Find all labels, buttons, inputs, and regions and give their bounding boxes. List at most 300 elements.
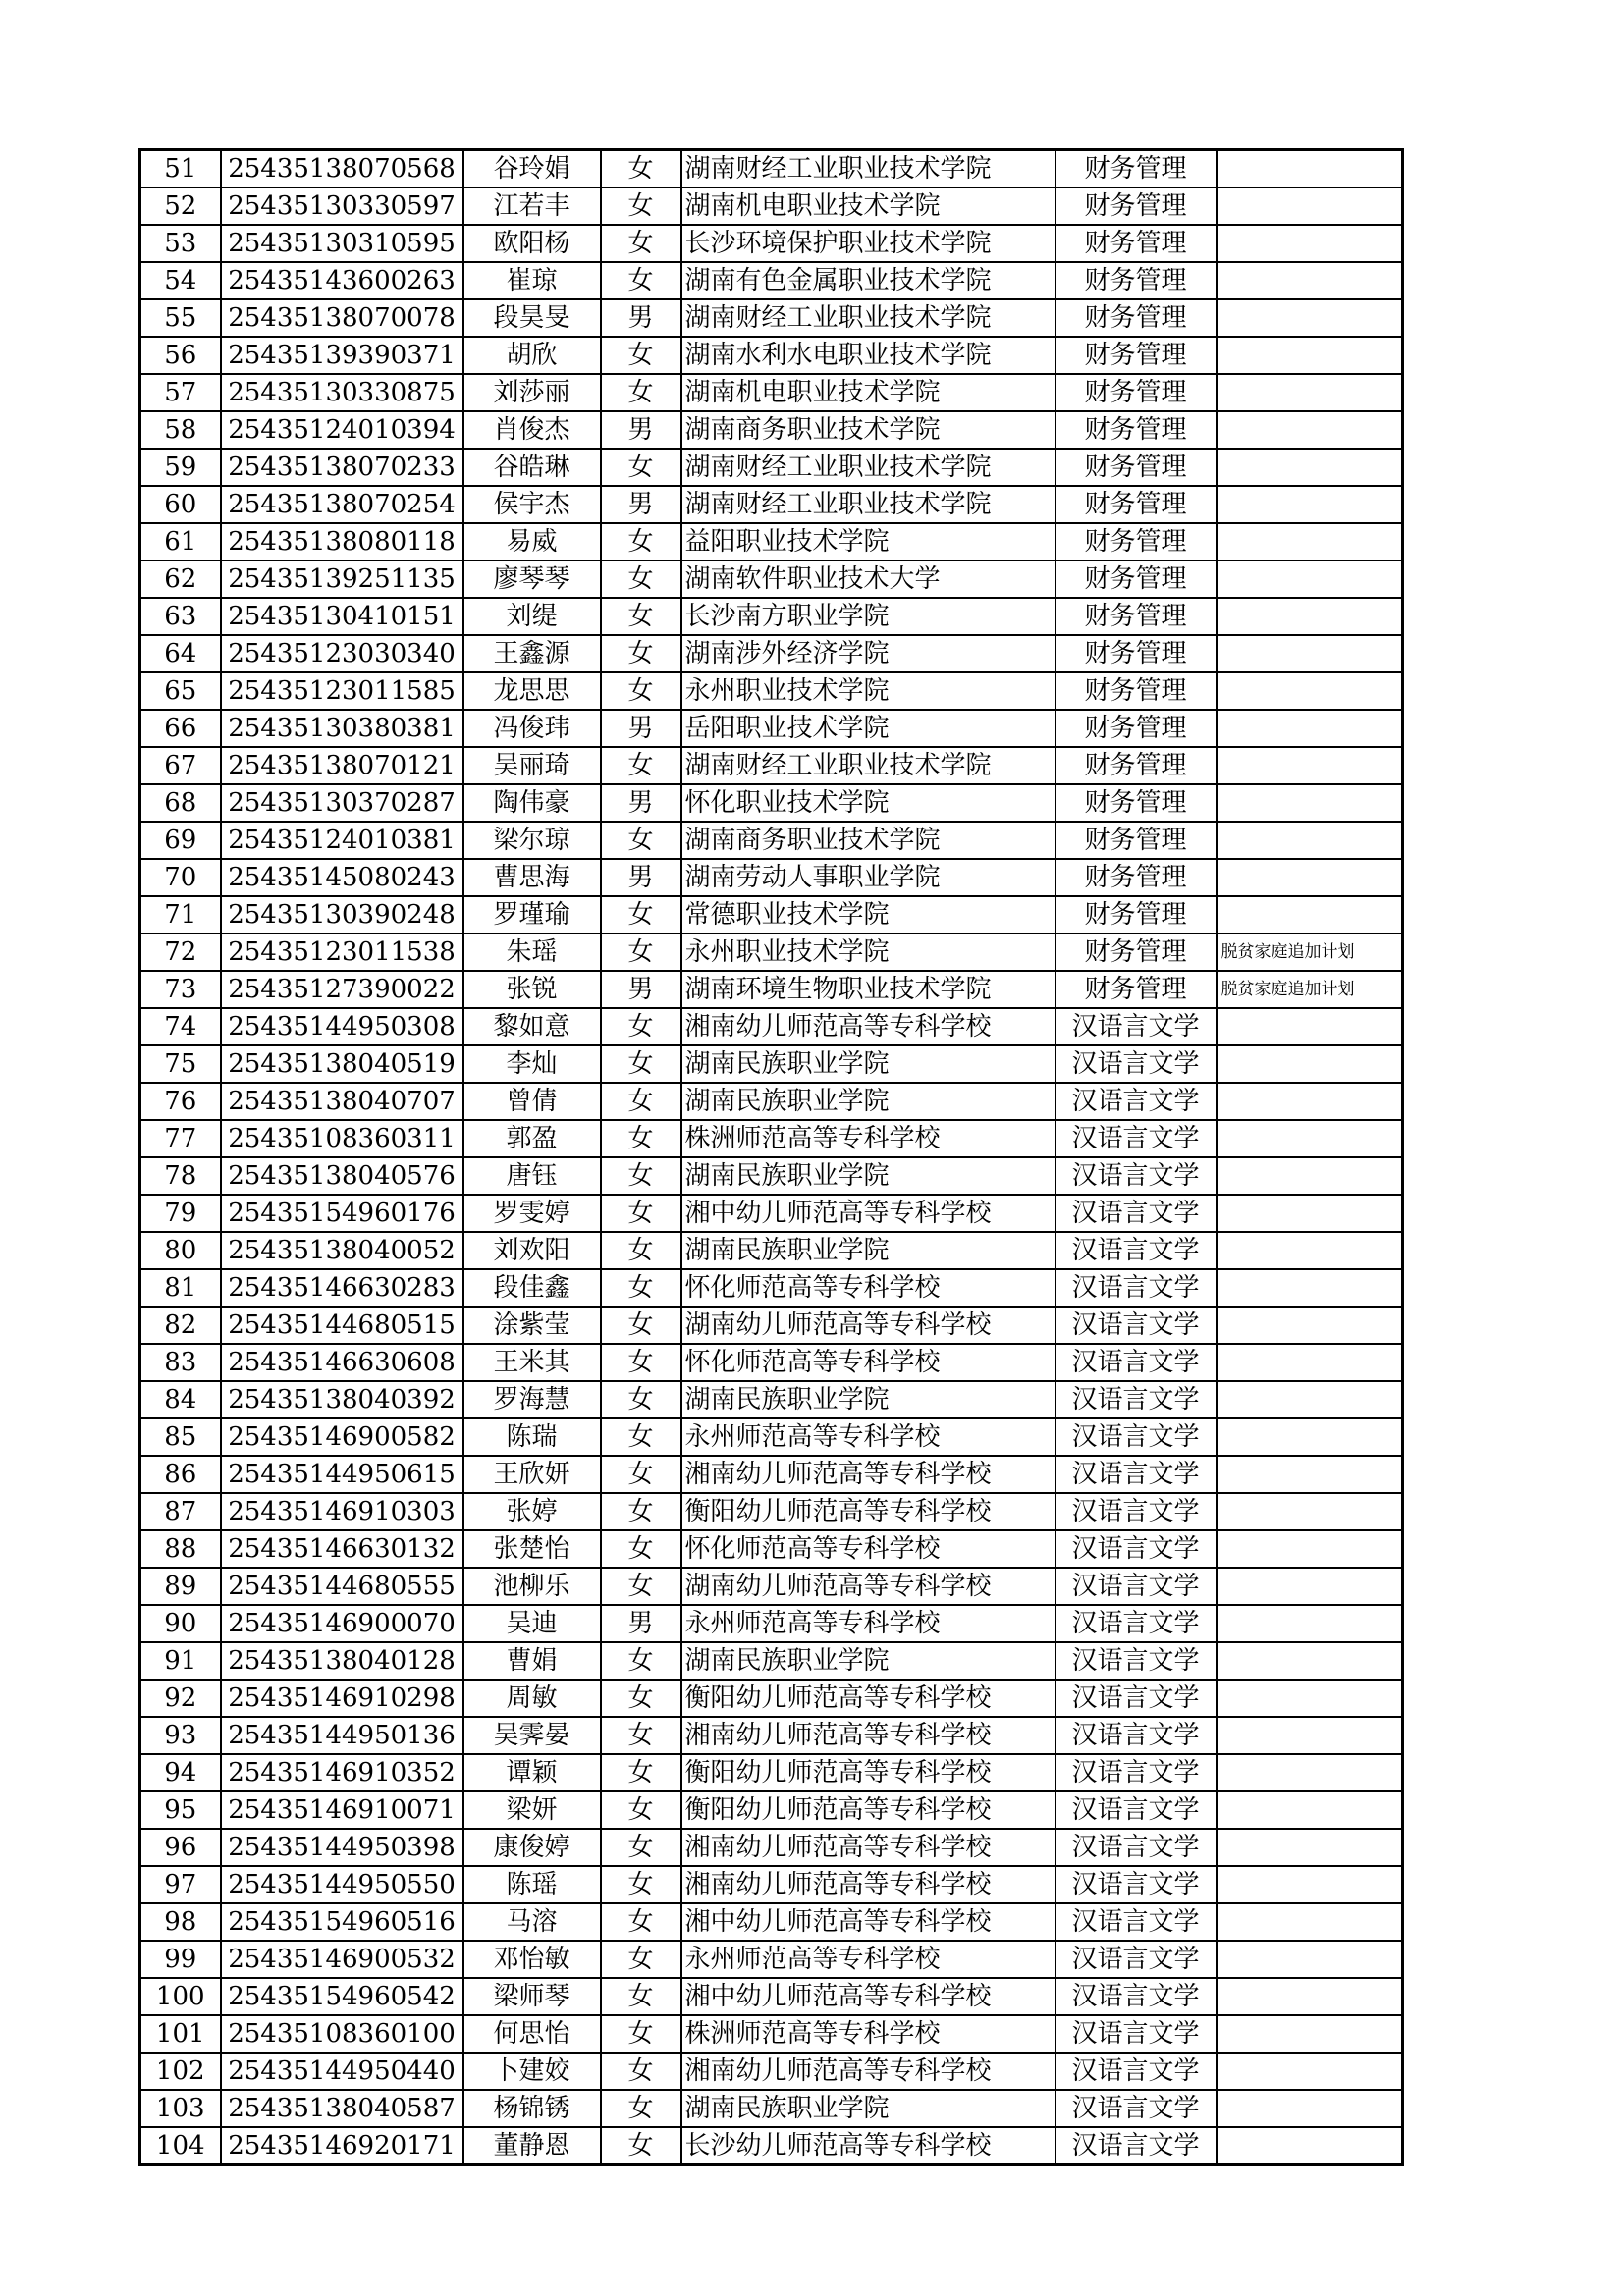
school-name-cell: 湖南有色金属职业技术学院 xyxy=(681,262,1056,299)
row-number-cell: 99 xyxy=(140,1941,221,1978)
school-name-cell: 常德职业技术学院 xyxy=(681,896,1056,934)
row-number-cell: 81 xyxy=(140,1269,221,1307)
remark-cell xyxy=(1217,710,1403,747)
remark-cell xyxy=(1217,523,1403,561)
row-number-cell: 87 xyxy=(140,1493,221,1530)
major-cell: 财务管理 xyxy=(1056,561,1217,598)
table-row xyxy=(140,971,1403,1008)
major-cell: 汉语言文学 xyxy=(1056,1418,1217,1456)
major-cell: 财务管理 xyxy=(1056,411,1217,449)
candidate-id-cell: 25435138040052 xyxy=(221,1232,463,1269)
school-name-cell: 湖南劳动人事职业学院 xyxy=(681,859,1056,896)
row-number-cell: 95 xyxy=(140,1791,221,1829)
major-cell: 财务管理 xyxy=(1056,635,1217,672)
remark-cell xyxy=(1217,1381,1403,1418)
school-name-cell: 怀化师范高等专科学校 xyxy=(681,1269,1056,1307)
row-number-cell: 85 xyxy=(140,1418,221,1456)
school-name-cell: 永州师范高等专科学校 xyxy=(681,1941,1056,1978)
student-name-cell: 涂紫莹 xyxy=(463,1307,601,1344)
student-name-cell: 陶伟豪 xyxy=(463,784,601,822)
remark-cell xyxy=(1217,1008,1403,1045)
school-name-cell: 湖南财经工业职业技术学院 xyxy=(681,747,1056,784)
table-row xyxy=(140,299,1403,337)
gender-cell: 女 xyxy=(601,1269,681,1307)
student-name-cell: 梁妍 xyxy=(463,1791,601,1829)
gender-cell: 女 xyxy=(601,1195,681,1232)
student-name-cell: 廖琴琴 xyxy=(463,561,601,598)
candidate-id-cell: 25435138070121 xyxy=(221,747,463,784)
table-row xyxy=(140,150,1403,188)
major-cell: 财务管理 xyxy=(1056,672,1217,710)
remark-cell xyxy=(1217,822,1403,859)
row-number-cell: 57 xyxy=(140,374,221,411)
school-name-cell: 岳阳职业技术学院 xyxy=(681,710,1056,747)
table-row xyxy=(140,672,1403,710)
major-cell: 财务管理 xyxy=(1056,971,1217,1008)
table-row xyxy=(140,187,1403,225)
major-cell: 汉语言文学 xyxy=(1056,1941,1217,1978)
student-name-cell: 罗瑾瑜 xyxy=(463,896,601,934)
row-number-cell: 91 xyxy=(140,1642,221,1680)
school-name-cell: 湘中幼儿师范高等专科学校 xyxy=(681,1903,1056,1941)
student-name-cell: 张楚怡 xyxy=(463,1530,601,1568)
gender-cell: 女 xyxy=(601,1232,681,1269)
table-row xyxy=(140,1120,1403,1157)
candidate-id-cell: 25435154960542 xyxy=(221,1978,463,2015)
student-name-cell: 刘欢阳 xyxy=(463,1232,601,1269)
major-cell: 财务管理 xyxy=(1056,784,1217,822)
school-name-cell: 株洲师范高等专科学校 xyxy=(681,1120,1056,1157)
row-number-cell: 103 xyxy=(140,2090,221,2127)
gender-cell: 女 xyxy=(601,1903,681,1941)
candidate-id-cell: 25435138070078 xyxy=(221,299,463,337)
remark-cell: 脱贫家庭追加计划 xyxy=(1217,934,1403,971)
remark-cell xyxy=(1217,1978,1403,2015)
major-cell: 汉语言文学 xyxy=(1056,1829,1217,1866)
student-name-cell: 梁尔琼 xyxy=(463,822,601,859)
student-name-cell: 郭盈 xyxy=(463,1120,601,1157)
remark-cell xyxy=(1217,1754,1403,1791)
row-number-cell: 80 xyxy=(140,1232,221,1269)
candidate-id-cell: 25435146630283 xyxy=(221,1269,463,1307)
row-number-cell: 69 xyxy=(140,822,221,859)
gender-cell: 女 xyxy=(601,1791,681,1829)
gender-cell: 男 xyxy=(601,784,681,822)
student-name-cell: 池柳乐 xyxy=(463,1568,601,1605)
table-row xyxy=(140,1269,1403,1307)
remark-cell xyxy=(1217,1045,1403,1083)
student-name-cell: 肖俊杰 xyxy=(463,411,601,449)
remark-cell: 脱贫家庭追加计划 xyxy=(1217,971,1403,1008)
row-number-cell: 101 xyxy=(140,2015,221,2053)
gender-cell: 男 xyxy=(601,971,681,1008)
candidate-id-cell: 25435144950308 xyxy=(221,1008,463,1045)
gender-cell: 女 xyxy=(601,225,681,262)
major-cell: 汉语言文学 xyxy=(1056,1903,1217,1941)
student-name-cell: 张婷 xyxy=(463,1493,601,1530)
candidate-id-cell: 25435130310595 xyxy=(221,225,463,262)
gender-cell: 男 xyxy=(601,859,681,896)
table-row xyxy=(140,1978,1403,2015)
table-row xyxy=(140,1157,1403,1195)
student-name-cell: 唐钰 xyxy=(463,1157,601,1195)
row-number-cell: 76 xyxy=(140,1083,221,1120)
table-row xyxy=(140,374,1403,411)
gender-cell: 女 xyxy=(601,1530,681,1568)
table-row xyxy=(140,1680,1403,1717)
gender-cell: 女 xyxy=(601,1008,681,1045)
student-name-cell: 周敏 xyxy=(463,1680,601,1717)
major-cell: 汉语言文学 xyxy=(1056,1456,1217,1493)
gender-cell: 女 xyxy=(601,1418,681,1456)
gender-cell: 女 xyxy=(601,896,681,934)
student-name-cell: 欧阳杨 xyxy=(463,225,601,262)
remark-cell xyxy=(1217,1568,1403,1605)
gender-cell: 女 xyxy=(601,1978,681,2015)
school-name-cell: 湖南水利水电职业技术学院 xyxy=(681,337,1056,374)
table-row xyxy=(140,934,1403,971)
gender-cell: 女 xyxy=(601,187,681,225)
row-number-cell: 56 xyxy=(140,337,221,374)
major-cell: 汉语言文学 xyxy=(1056,1344,1217,1381)
student-name-cell: 王欣妍 xyxy=(463,1456,601,1493)
student-name-cell: 罗海慧 xyxy=(463,1381,601,1418)
gender-cell: 女 xyxy=(601,747,681,784)
school-name-cell: 湘南幼儿师范高等专科学校 xyxy=(681,1829,1056,1866)
school-name-cell: 湖南财经工业职业技术学院 xyxy=(681,299,1056,337)
row-number-cell: 71 xyxy=(140,896,221,934)
major-cell: 财务管理 xyxy=(1056,747,1217,784)
table-row xyxy=(140,747,1403,784)
school-name-cell: 湖南民族职业学院 xyxy=(681,1045,1056,1083)
remark-cell xyxy=(1217,187,1403,225)
candidate-id-cell: 25435146630132 xyxy=(221,1530,463,1568)
table-row xyxy=(140,822,1403,859)
row-number-cell: 66 xyxy=(140,710,221,747)
row-number-cell: 60 xyxy=(140,486,221,523)
table-row xyxy=(140,635,1403,672)
student-name-cell: 陈瑞 xyxy=(463,1418,601,1456)
student-name-cell: 段昊旻 xyxy=(463,299,601,337)
row-number-cell: 79 xyxy=(140,1195,221,1232)
remark-cell xyxy=(1217,672,1403,710)
student-name-cell: 李灿 xyxy=(463,1045,601,1083)
table-row xyxy=(140,225,1403,262)
candidate-id-cell: 25435144950615 xyxy=(221,1456,463,1493)
school-name-cell: 永州职业技术学院 xyxy=(681,934,1056,971)
table-row xyxy=(140,337,1403,374)
remark-cell xyxy=(1217,337,1403,374)
row-number-cell: 98 xyxy=(140,1903,221,1941)
student-name-cell: 刘缇 xyxy=(463,598,601,635)
school-name-cell: 湖南民族职业学院 xyxy=(681,1642,1056,1680)
candidate-id-cell: 25435144950440 xyxy=(221,2053,463,2090)
row-number-cell: 102 xyxy=(140,2053,221,2090)
major-cell: 财务管理 xyxy=(1056,262,1217,299)
gender-cell: 女 xyxy=(601,2053,681,2090)
remark-cell xyxy=(1217,1680,1403,1717)
school-name-cell: 湖南涉外经济学院 xyxy=(681,635,1056,672)
remark-cell xyxy=(1217,1418,1403,1456)
candidate-id-cell: 25435145080243 xyxy=(221,859,463,896)
table-row xyxy=(140,1717,1403,1754)
gender-cell: 女 xyxy=(601,598,681,635)
gender-cell: 女 xyxy=(601,1120,681,1157)
remark-cell xyxy=(1217,1941,1403,1978)
candidate-id-cell: 25435138080118 xyxy=(221,523,463,561)
gender-cell: 女 xyxy=(601,1344,681,1381)
major-cell: 汉语言文学 xyxy=(1056,1530,1217,1568)
remark-cell xyxy=(1217,411,1403,449)
row-number-cell: 97 xyxy=(140,1866,221,1903)
gender-cell: 女 xyxy=(601,2127,681,2165)
candidate-id-cell: 25435138040707 xyxy=(221,1083,463,1120)
remark-cell xyxy=(1217,1195,1403,1232)
major-cell: 财务管理 xyxy=(1056,187,1217,225)
major-cell: 财务管理 xyxy=(1056,934,1217,971)
remark-cell xyxy=(1217,449,1403,486)
table-row xyxy=(140,1754,1403,1791)
remark-cell xyxy=(1217,1829,1403,1866)
gender-cell: 女 xyxy=(601,1642,681,1680)
candidate-id-cell: 25435139390371 xyxy=(221,337,463,374)
candidate-id-cell: 25435138040587 xyxy=(221,2090,463,2127)
major-cell: 汉语言文学 xyxy=(1056,1717,1217,1754)
major-cell: 汉语言文学 xyxy=(1056,2015,1217,2053)
student-name-cell: 曾倩 xyxy=(463,1083,601,1120)
gender-cell: 女 xyxy=(601,1866,681,1903)
table-row xyxy=(140,486,1403,523)
school-name-cell: 湖南环境生物职业技术学院 xyxy=(681,971,1056,1008)
remark-cell xyxy=(1217,1456,1403,1493)
remark-cell xyxy=(1217,1232,1403,1269)
student-name-cell: 吴霁晏 xyxy=(463,1717,601,1754)
student-name-cell: 刘莎丽 xyxy=(463,374,601,411)
school-name-cell: 长沙环境保护职业技术学院 xyxy=(681,225,1056,262)
remark-cell xyxy=(1217,561,1403,598)
gender-cell: 女 xyxy=(601,1829,681,1866)
table-row xyxy=(140,1791,1403,1829)
student-name-cell: 王鑫源 xyxy=(463,635,601,672)
student-name-cell: 冯俊玮 xyxy=(463,710,601,747)
candidate-id-cell: 25435146900532 xyxy=(221,1941,463,1978)
remark-cell xyxy=(1217,262,1403,299)
gender-cell: 女 xyxy=(601,934,681,971)
school-name-cell: 湖南民族职业学院 xyxy=(681,1232,1056,1269)
remark-cell xyxy=(1217,598,1403,635)
remark-cell xyxy=(1217,896,1403,934)
gender-cell: 女 xyxy=(601,561,681,598)
candidate-id-cell: 25435108360311 xyxy=(221,1120,463,1157)
candidate-id-cell: 25435130390248 xyxy=(221,896,463,934)
school-name-cell: 湖南商务职业技术学院 xyxy=(681,822,1056,859)
remark-cell xyxy=(1217,150,1403,188)
candidate-id-cell: 25435124010394 xyxy=(221,411,463,449)
table-row xyxy=(140,896,1403,934)
student-name-cell: 吴丽琦 xyxy=(463,747,601,784)
candidate-id-cell: 25435138070254 xyxy=(221,486,463,523)
major-cell: 汉语言文学 xyxy=(1056,1568,1217,1605)
table-row xyxy=(140,449,1403,486)
table-row xyxy=(140,1307,1403,1344)
candidate-id-cell: 25435146910298 xyxy=(221,1680,463,1717)
candidate-id-cell: 25435127390022 xyxy=(221,971,463,1008)
school-name-cell: 衡阳幼儿师范高等专科学校 xyxy=(681,1493,1056,1530)
remark-cell xyxy=(1217,747,1403,784)
student-name-cell: 段佳鑫 xyxy=(463,1269,601,1307)
student-name-cell: 何思怡 xyxy=(463,2015,601,2053)
school-name-cell: 湖南软件职业技术大学 xyxy=(681,561,1056,598)
major-cell: 汉语言文学 xyxy=(1056,1866,1217,1903)
gender-cell: 女 xyxy=(601,150,681,188)
gender-cell: 女 xyxy=(601,822,681,859)
remark-cell xyxy=(1217,1717,1403,1754)
student-name-cell: 邓怡敏 xyxy=(463,1941,601,1978)
table-row xyxy=(140,561,1403,598)
row-number-cell: 74 xyxy=(140,1008,221,1045)
table-row xyxy=(140,1381,1403,1418)
school-name-cell: 湖南机电职业技术学院 xyxy=(681,187,1056,225)
school-name-cell: 湖南财经工业职业技术学院 xyxy=(681,150,1056,188)
school-name-cell: 长沙幼儿师范高等专科学校 xyxy=(681,2127,1056,2165)
table-row xyxy=(140,1344,1403,1381)
table-row xyxy=(140,2127,1403,2165)
major-cell: 汉语言文学 xyxy=(1056,1083,1217,1120)
remark-cell xyxy=(1217,374,1403,411)
student-name-cell: 马溶 xyxy=(463,1903,601,1941)
remark-cell xyxy=(1217,635,1403,672)
school-name-cell: 衡阳幼儿师范高等专科学校 xyxy=(681,1680,1056,1717)
student-name-cell: 龙思思 xyxy=(463,672,601,710)
table-row xyxy=(140,1903,1403,1941)
candidate-id-cell: 25435146910303 xyxy=(221,1493,463,1530)
table-row xyxy=(140,598,1403,635)
major-cell: 汉语言文学 xyxy=(1056,1642,1217,1680)
candidate-id-cell: 25435144680515 xyxy=(221,1307,463,1344)
table-row xyxy=(140,1605,1403,1642)
gender-cell: 女 xyxy=(601,262,681,299)
student-name-cell: 梁师琴 xyxy=(463,1978,601,2015)
candidate-id-cell: 25435138040392 xyxy=(221,1381,463,1418)
remark-cell xyxy=(1217,859,1403,896)
remark-cell xyxy=(1217,1344,1403,1381)
major-cell: 财务管理 xyxy=(1056,523,1217,561)
major-cell: 财务管理 xyxy=(1056,896,1217,934)
gender-cell: 女 xyxy=(601,1754,681,1791)
row-number-cell: 72 xyxy=(140,934,221,971)
student-name-cell: 张锐 xyxy=(463,971,601,1008)
table-row xyxy=(140,1418,1403,1456)
remark-cell xyxy=(1217,1903,1403,1941)
table-row xyxy=(140,1195,1403,1232)
gender-cell: 男 xyxy=(601,1605,681,1642)
candidate-id-cell: 25435130330875 xyxy=(221,374,463,411)
row-number-cell: 54 xyxy=(140,262,221,299)
major-cell: 财务管理 xyxy=(1056,598,1217,635)
candidate-id-cell: 25435138040576 xyxy=(221,1157,463,1195)
school-name-cell: 湖南机电职业技术学院 xyxy=(681,374,1056,411)
school-name-cell: 湖南民族职业学院 xyxy=(681,1083,1056,1120)
row-number-cell: 64 xyxy=(140,635,221,672)
student-name-cell: 胡欣 xyxy=(463,337,601,374)
school-name-cell: 湖南财经工业职业技术学院 xyxy=(681,449,1056,486)
table-row xyxy=(140,2015,1403,2053)
school-name-cell: 湘南幼儿师范高等专科学校 xyxy=(681,1717,1056,1754)
remark-cell xyxy=(1217,2127,1403,2165)
remark-cell xyxy=(1217,1791,1403,1829)
student-name-cell: 崔琼 xyxy=(463,262,601,299)
remark-cell xyxy=(1217,1083,1403,1120)
row-number-cell: 65 xyxy=(140,672,221,710)
remark-cell xyxy=(1217,1642,1403,1680)
school-name-cell: 永州师范高等专科学校 xyxy=(681,1605,1056,1642)
candidate-id-cell: 25435108360100 xyxy=(221,2015,463,2053)
remark-cell xyxy=(1217,2015,1403,2053)
student-name-cell: 曹思海 xyxy=(463,859,601,896)
school-name-cell: 湘南幼儿师范高等专科学校 xyxy=(681,1008,1056,1045)
candidate-id-cell: 25435144680555 xyxy=(221,1568,463,1605)
student-name-cell: 谷玲娟 xyxy=(463,150,601,188)
row-number-cell: 83 xyxy=(140,1344,221,1381)
candidate-id-cell: 25435154960176 xyxy=(221,1195,463,1232)
school-name-cell: 湖南幼儿师范高等专科学校 xyxy=(681,1568,1056,1605)
gender-cell: 女 xyxy=(601,1493,681,1530)
remark-cell xyxy=(1217,1605,1403,1642)
table-row xyxy=(140,1530,1403,1568)
gender-cell: 女 xyxy=(601,1941,681,1978)
gender-cell: 女 xyxy=(601,1307,681,1344)
candidate-id-cell: 25435146910352 xyxy=(221,1754,463,1791)
major-cell: 汉语言文学 xyxy=(1056,2053,1217,2090)
remark-cell xyxy=(1217,1120,1403,1157)
candidate-id-cell: 25435139251135 xyxy=(221,561,463,598)
major-cell: 财务管理 xyxy=(1056,299,1217,337)
table-row xyxy=(140,859,1403,896)
table-body xyxy=(140,150,1403,2165)
row-number-cell: 53 xyxy=(140,225,221,262)
student-name-cell: 江若丰 xyxy=(463,187,601,225)
major-cell: 财务管理 xyxy=(1056,150,1217,188)
student-name-cell: 董静恩 xyxy=(463,2127,601,2165)
school-name-cell: 湘南幼儿师范高等专科学校 xyxy=(681,1866,1056,1903)
school-name-cell: 湖南民族职业学院 xyxy=(681,1381,1056,1418)
student-name-cell: 陈瑶 xyxy=(463,1866,601,1903)
table-row xyxy=(140,1829,1403,1866)
major-cell: 汉语言文学 xyxy=(1056,1493,1217,1530)
student-name-cell: 杨锦锈 xyxy=(463,2090,601,2127)
gender-cell: 女 xyxy=(601,1680,681,1717)
major-cell: 汉语言文学 xyxy=(1056,1269,1217,1307)
major-cell: 汉语言文学 xyxy=(1056,1120,1217,1157)
remark-cell xyxy=(1217,1269,1403,1307)
gender-cell: 女 xyxy=(601,337,681,374)
candidate-id-cell: 25435146920171 xyxy=(221,2127,463,2165)
remark-cell xyxy=(1217,299,1403,337)
school-name-cell: 永州职业技术学院 xyxy=(681,672,1056,710)
remark-cell xyxy=(1217,1866,1403,1903)
school-name-cell: 湖南财经工业职业技术学院 xyxy=(681,486,1056,523)
row-number-cell: 58 xyxy=(140,411,221,449)
row-number-cell: 73 xyxy=(140,971,221,1008)
candidate-id-cell: 25435144950550 xyxy=(221,1866,463,1903)
school-name-cell: 怀化职业技术学院 xyxy=(681,784,1056,822)
candidate-id-cell: 25435146630608 xyxy=(221,1344,463,1381)
school-name-cell: 株洲师范高等专科学校 xyxy=(681,2015,1056,2053)
gender-cell: 女 xyxy=(601,1045,681,1083)
major-cell: 汉语言文学 xyxy=(1056,2127,1217,2165)
student-name-cell: 吴迪 xyxy=(463,1605,601,1642)
candidate-id-cell: 25435138040519 xyxy=(221,1045,463,1083)
